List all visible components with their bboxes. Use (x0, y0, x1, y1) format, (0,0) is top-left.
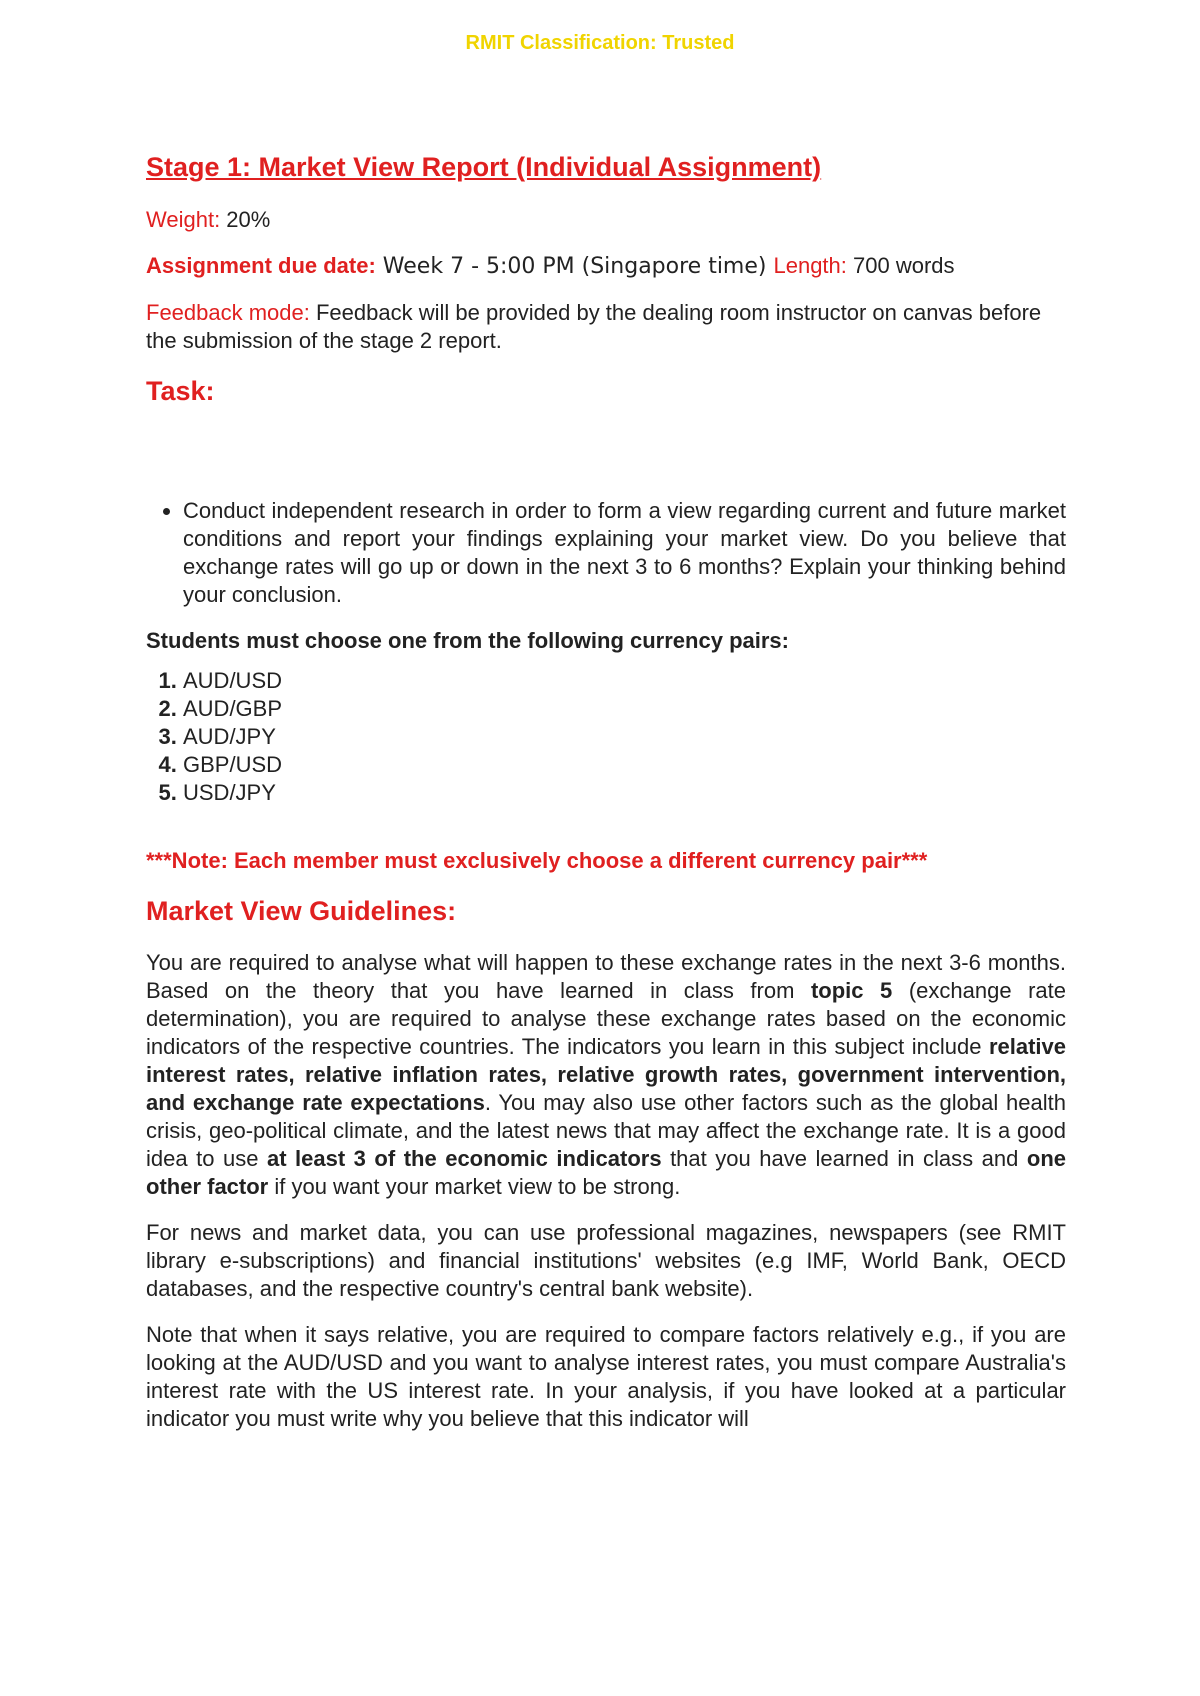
length-value: 700 words (846, 253, 955, 278)
document-body (146, 150, 1066, 1451)
text-run: (exchange rate determination), you are required to analyse these exchange rates based on the economic indicators of the respective countries. The indicators you learn in this subject include (146, 978, 1066, 1059)
weight-value: 20% (220, 207, 271, 232)
guidelines-heading: Market View Guidelines: (146, 896, 457, 926)
currency-pair-item: 1. AUD/USD (183, 667, 1066, 695)
bold-run: at least 3 of the economic indicators (266, 1146, 662, 1171)
currency-pairs-list (146, 667, 1066, 807)
document-title: Stage 1: Market View Report (Individual Assignment) (146, 152, 822, 182)
due-date-label: Assignment due date: (146, 253, 376, 278)
classification-label: RMIT Classification: Trusted (465, 32, 735, 54)
exclusive-pair-note: ***Note: Each member must exclusively choose a different currency pair*** (146, 848, 928, 873)
bold-run: topic 5 (810, 978, 893, 1003)
bold-run: one other factor (146, 1146, 1066, 1199)
currency-pair-item: 5. USD/JPY (183, 779, 1066, 807)
task-heading: Task: (146, 376, 215, 406)
text-run: that you have learned in class and (661, 1146, 1027, 1171)
text-run: . You may also use other factors such as the global health crisis, geo-political climate, and the latest news that may affect the exchange rate. It is a good idea to use (146, 1090, 1066, 1171)
feedback-label: Feedback mode: (146, 300, 310, 325)
task-list (146, 497, 1066, 609)
currency-pair-item: 3. AUD/JPY (183, 723, 1066, 751)
bold-run: relative interest rates, relative inflation rates, relative growth rates, government intervention, and exchange rate expectations (146, 1034, 1066, 1115)
length-label: Length: (773, 253, 847, 278)
text-run: You are required to analyse what will happen to these exchange rates in the next 3-6 months. Based on the theory that you have learned in class from (146, 950, 1066, 1003)
guidelines-paragraph-3: Note that when it says relative, you are required to compare factors relatively e.g., if you are looking at the AUD/USD and you want to analyse interest rates, you must compare Australia's interest rate with the US interest rate. In your analysis, if you have looked at a particular indicator you must write why you believe that this indicator will (146, 1322, 1066, 1431)
currency-pair-item: 2. AUD/GBP (183, 695, 1066, 723)
task-bullet: • Conduct independent research in order to form a view regarding current and future market conditions and report your findings explaining your market view. Do you believe that exchange rates will go up or down in the next 3 to 6 months? Explain your thinking behind your conclusion. (183, 497, 1066, 609)
feedback-value: Feedback will be provided by the dealing room instructor on canvas before the submission of the stage 2 report. (146, 300, 1042, 353)
weight-line (146, 206, 1066, 234)
currency-pairs-heading: Students must choose one from the following currency pairs: (146, 628, 789, 653)
due-date-value: Week 7 - 5:00 PM (Singapore time) (375, 254, 774, 279)
currency-pair-item: 4. GBP/USD (183, 751, 1066, 779)
due-date-line (146, 252, 1066, 281)
guidelines-paragraph-1 (146, 949, 1066, 1201)
weight-label: Weight: (146, 207, 221, 232)
guidelines-paragraph-2: For news and market data, you can use professional magazines, newspapers (see RMIT library e-subscriptions) and financial institutions' websites (e.g IMF, World Bank, OECD databases, and the respective country's central bank website). (146, 1220, 1066, 1301)
text-run: if you want your market view to be strong. (268, 1174, 681, 1199)
feedback-line (146, 299, 1066, 355)
